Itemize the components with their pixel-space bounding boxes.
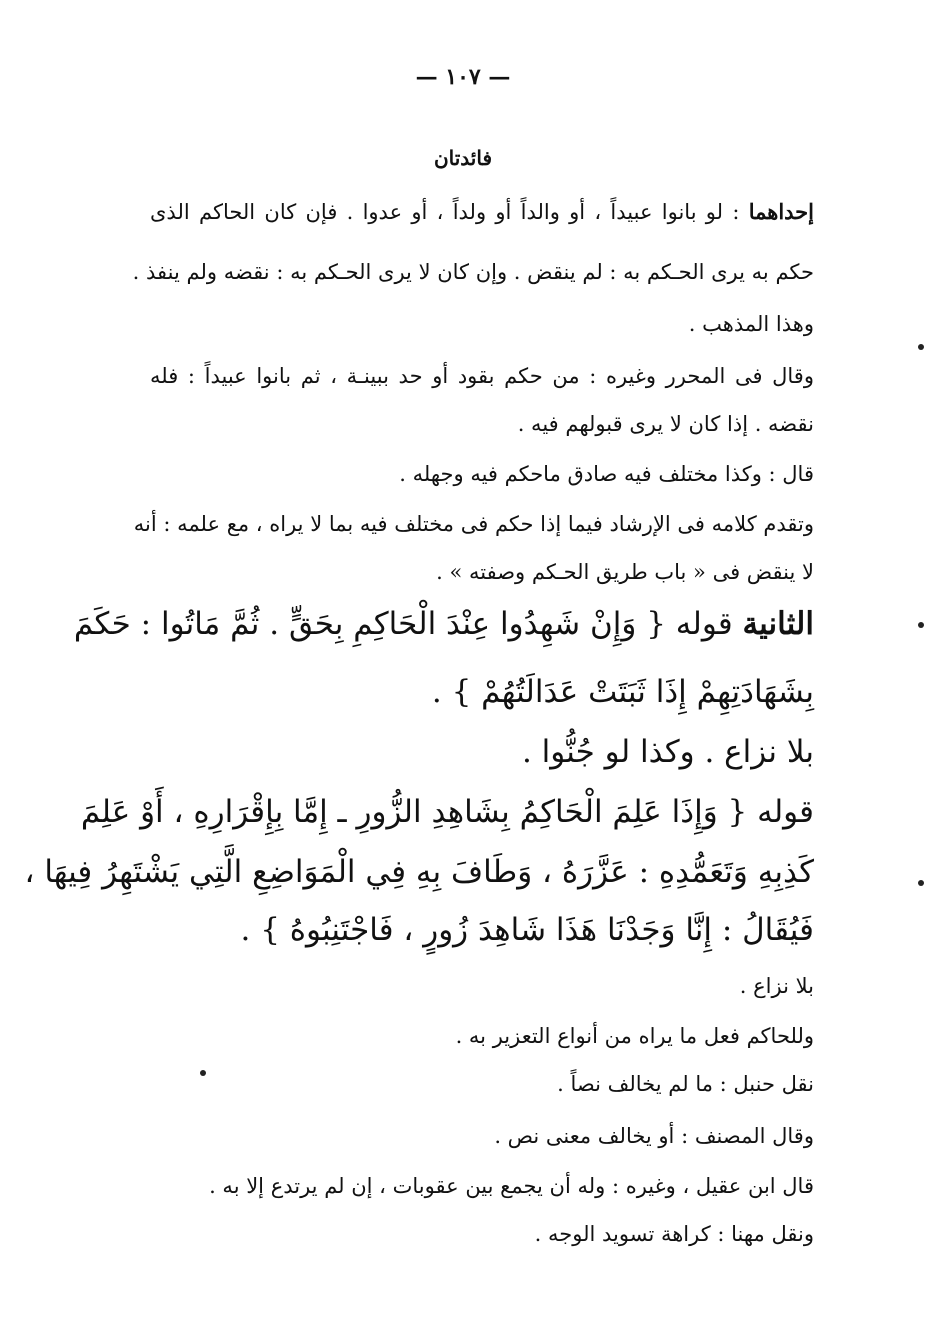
section-heading: فائدتان	[433, 146, 493, 170]
text-line-8: لا ينقض فى « باب طريق الحـكم وصفته » .	[436, 560, 814, 584]
text-line-17: نقل حنبل : ما لم يخالف نصاً .	[557, 1072, 814, 1096]
first-point-label: إحداهما	[748, 199, 814, 224]
text-line-4: وقال فى المحرر وغيره : من حكم بقود أو حد ببينـة ، ثم بانوا عبيداً : فله	[150, 364, 814, 388]
text-line-16: وللحاكم فعل ما يراه من أنواع التعزير به .	[455, 1024, 814, 1048]
text-line-2: حكم به يرى الحـكم به : لم ينقض . وإن كان لا يرى الحـكم به : نقضه ولم ينفذ .	[132, 260, 814, 284]
text-line-9-body: قوله { وَإِنْ شَهِدُوا عِنْدَ الْحَاكِمِ بِحَقٍّ . ثُمَّ مَاتُوا : حَكَمَ	[73, 606, 733, 642]
text-line-9	[73, 600, 814, 648]
page-number: — ١٠٧ —	[415, 64, 511, 90]
margin-mark	[918, 622, 924, 628]
text-line-10: بِشَهَادَتِهِمْ إِذَا ثَبَتَتْ عَدَالَتُهُمْ } .	[431, 674, 814, 710]
text-line-20: ونقل مهنا : كراهة تسويد الوجه .	[534, 1222, 814, 1246]
text-line-3: وهذا المذهب .	[688, 312, 814, 336]
ink-spot	[200, 1070, 206, 1076]
text-line-14: فَيُقَالُ : إِنَّا وَجَدْنَا هَذَا شَاهِدَ زُورٍ ، فَاجْتَنِبُوهُ } .	[240, 912, 814, 948]
text-line-6: قال : وكذا مختلف فيه صادق ماحكم فيه وجهله .	[399, 462, 814, 486]
text-line-19: قال ابن عقيل ، وغيره : وله أن يجمع بين عقوبات ، إن لم يرتدع إلا به .	[209, 1174, 814, 1198]
text-line-1	[150, 196, 814, 228]
text-line-5: نقضه . إذا كان لا يرى قبولهم فيه .	[517, 412, 814, 436]
margin-mark	[918, 344, 924, 350]
text-line-13: كَذِبِهِ وَتَعَمُّدِهِ : عَزَّرَهُ ، وَطَافَ بِهِ فِي الْمَوَاضِعِ الَّتِي يَشْتَهِرُ فِيهَا ،	[24, 854, 814, 890]
text-line-18: وقال المصنف : أو يخالف معنى نص .	[494, 1124, 814, 1148]
text-line-12: قوله { وَإِذَا عَلِمَ الْحَاكِمُ بِشَاهِدِ الزُّورِ ـ إِمَّا بِإِقْرَارِهِ ، أَوْ عَلِمَ	[80, 794, 814, 830]
margin-mark	[918, 880, 924, 886]
text-line-11: بلا نزاع . وكذا لو جُنُّوا .	[521, 734, 814, 770]
second-point-label: الثانية	[742, 606, 814, 642]
text-line-1-body: : لو بانوا عبيداً ، أو والداً أو ولداً ، أو عدوا . فإن كان الحاكم الذى	[150, 200, 740, 224]
text-line-15: بلا نزاع .	[739, 974, 814, 998]
text-line-7: وتقدم كلامه فى الإرشاد فيما إذا حكم فى مختلف فيه بما لا يراه ، مع علمه : أنه	[133, 512, 814, 536]
